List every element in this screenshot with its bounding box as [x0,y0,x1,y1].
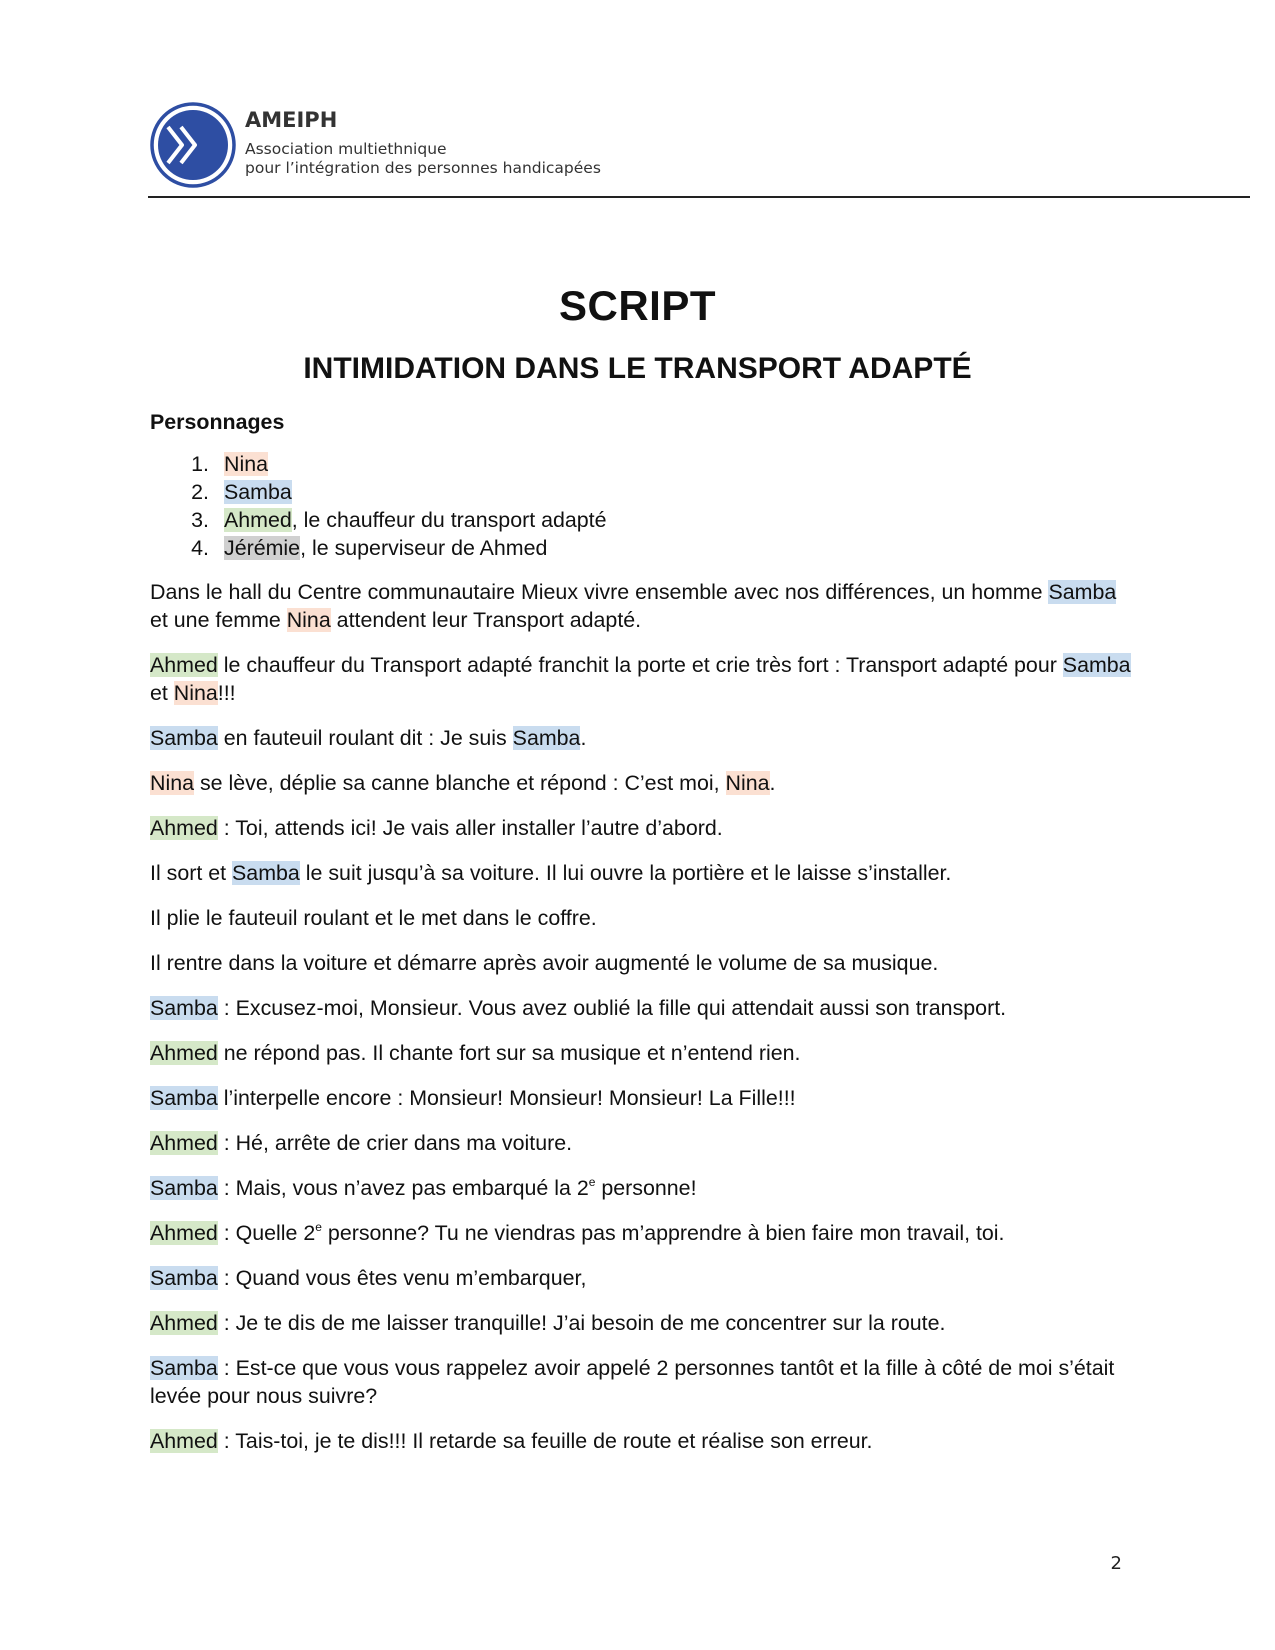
list-number: 3. [191,508,209,532]
character-nina: Nina [224,452,268,476]
superscript: e [588,1175,596,1189]
name-nina: Nina [150,771,194,795]
name-samba: Samba [150,1356,218,1380]
ameiph-logo [148,100,238,190]
text: l’interpelle encore : Monsieur! Monsieur! Monsieur! La Fille!!! [217,1086,796,1110]
text: personne? Tu ne viendras pas m’apprendre à bien faire mon travail, toi. [321,1221,1005,1245]
paragraph [150,1427,1135,1455]
text: ne répond pas. Il chante fort sur sa musique et n’entend rien. [217,1041,801,1065]
org-description [245,140,601,178]
text: : Quand vous êtes venu m’embarquer, [217,1266,587,1290]
text: et une femme [150,608,287,632]
name-nina: Nina [173,681,218,705]
character-jeremie: Jérémie [224,536,301,560]
paragraph [150,578,1135,634]
paragraph [150,994,1135,1022]
name-ahmed: Ahmed [150,653,218,677]
name-samba: Samba [150,1266,218,1290]
text: : Est-ce que vous vous rappelez avoir appelé 2 personnes tantôt et la fille à côté de moi s’était levée pour nous suivre? [150,1356,1115,1408]
text: le chauffeur du Transport adapté franchit la porte et crie très fort : Transport adapté pour [217,653,1063,677]
text: : Excusez-moi, Monsieur. Vous avez oublié la fille qui attendait aussi son transport. [217,996,1007,1020]
text: le suit jusqu’à sa voiture. Il lui ouvre la portière et le laisse s’installer. [299,861,952,885]
paragraph [150,1309,1135,1337]
paragraph [150,769,1135,797]
list-item [150,506,1135,534]
text: : Hé, arrête de crier dans ma voiture. [217,1131,573,1155]
list-item [150,534,1135,562]
text: Il sort et [150,861,233,885]
text: . [769,771,776,795]
name-samba: Samba [512,726,581,750]
paragraph [150,1039,1135,1067]
name-ahmed: Ahmed [150,1041,218,1065]
superscript: e [315,1220,322,1234]
text: : Quelle 2 [217,1221,316,1245]
text: se lève, déplie sa canne blanche et répond : C’est moi, [194,771,726,795]
name-ahmed: Ahmed [150,816,218,840]
name-samba: Samba [150,1176,218,1200]
paragraph [150,1129,1135,1157]
name-ahmed: Ahmed [150,1131,218,1155]
text: : Toi, attends ici! Je vais aller installer l’autre d’abord. [217,816,723,840]
paragraph [150,1174,1135,1202]
text: attendent leur Transport adapté. [330,608,642,632]
character-description: , le chauffeur du transport adapté [291,508,607,532]
character-description: , le superviseur de Ahmed [300,536,548,560]
name-samba: Samba [150,726,218,750]
list-item [150,450,1135,478]
text: personne! [595,1176,697,1200]
list-item [150,478,1135,506]
list-number: 1. [191,452,209,476]
document-subtitle: INTIMIDATION DANS LE TRANSPORT ADAPTÉ [303,352,972,385]
name-samba: Samba [1048,580,1117,604]
characters-list [150,450,1135,562]
paragraph: Il plie le fauteuil roulant et le met dans le coffre. [150,906,597,930]
name-samba: Samba [232,861,300,885]
name-nina: Nina [286,608,331,632]
characters-heading: Personnages [150,410,285,434]
paragraph: Il rentre dans la voiture et démarre après avoir augmenté le volume de sa musique. [150,951,939,975]
text: : Mais, vous n’avez pas embarqué la 2 [217,1176,589,1200]
paragraph [150,651,1135,707]
document-title: SCRIPT [558,282,716,329]
text: !!! [217,681,236,705]
org-desc-line-2: pour l’intégration des personnes handicapées [245,159,601,177]
page-number: 2 [1110,1553,1122,1574]
paragraph [150,859,1135,887]
script-body [150,408,1135,1472]
text: : Tais-toi, je te dis!!! Il retarde sa feuille de route et réalise son erreur. [217,1429,873,1453]
list-number: 2. [191,480,209,504]
list-number: 4. [191,536,209,560]
paragraph [150,1354,1135,1410]
name-samba: Samba [150,996,218,1020]
org-desc-line-1: Association multiethnique [245,140,447,158]
name-ahmed: Ahmed [150,1311,218,1335]
name-nina: Nina [725,771,770,795]
character-ahmed: Ahmed [224,508,292,532]
character-samba: Samba [224,480,292,504]
text: et [150,681,174,705]
name-samba: Samba [1062,653,1131,677]
header-divider [148,196,1250,198]
name-ahmed: Ahmed [150,1221,218,1245]
document-header [148,100,1250,200]
text: . [580,726,587,750]
org-name: AMEIPH [245,108,338,132]
text: en fauteuil roulant dit : Je suis [217,726,513,750]
paragraph [150,814,1135,842]
text: Dans le hall du Centre communautaire Mieux vivre ensemble avec nos différences, un homme [150,580,1049,604]
paragraph [150,1084,1135,1112]
text: : Je te dis de me laisser tranquille! J’ai besoin de me concentrer sur la route. [217,1311,946,1335]
paragraph [150,724,1135,752]
paragraph [150,1264,1135,1292]
paragraph [150,1219,1135,1247]
name-samba: Samba [150,1086,218,1110]
name-ahmed: Ahmed [150,1429,218,1453]
